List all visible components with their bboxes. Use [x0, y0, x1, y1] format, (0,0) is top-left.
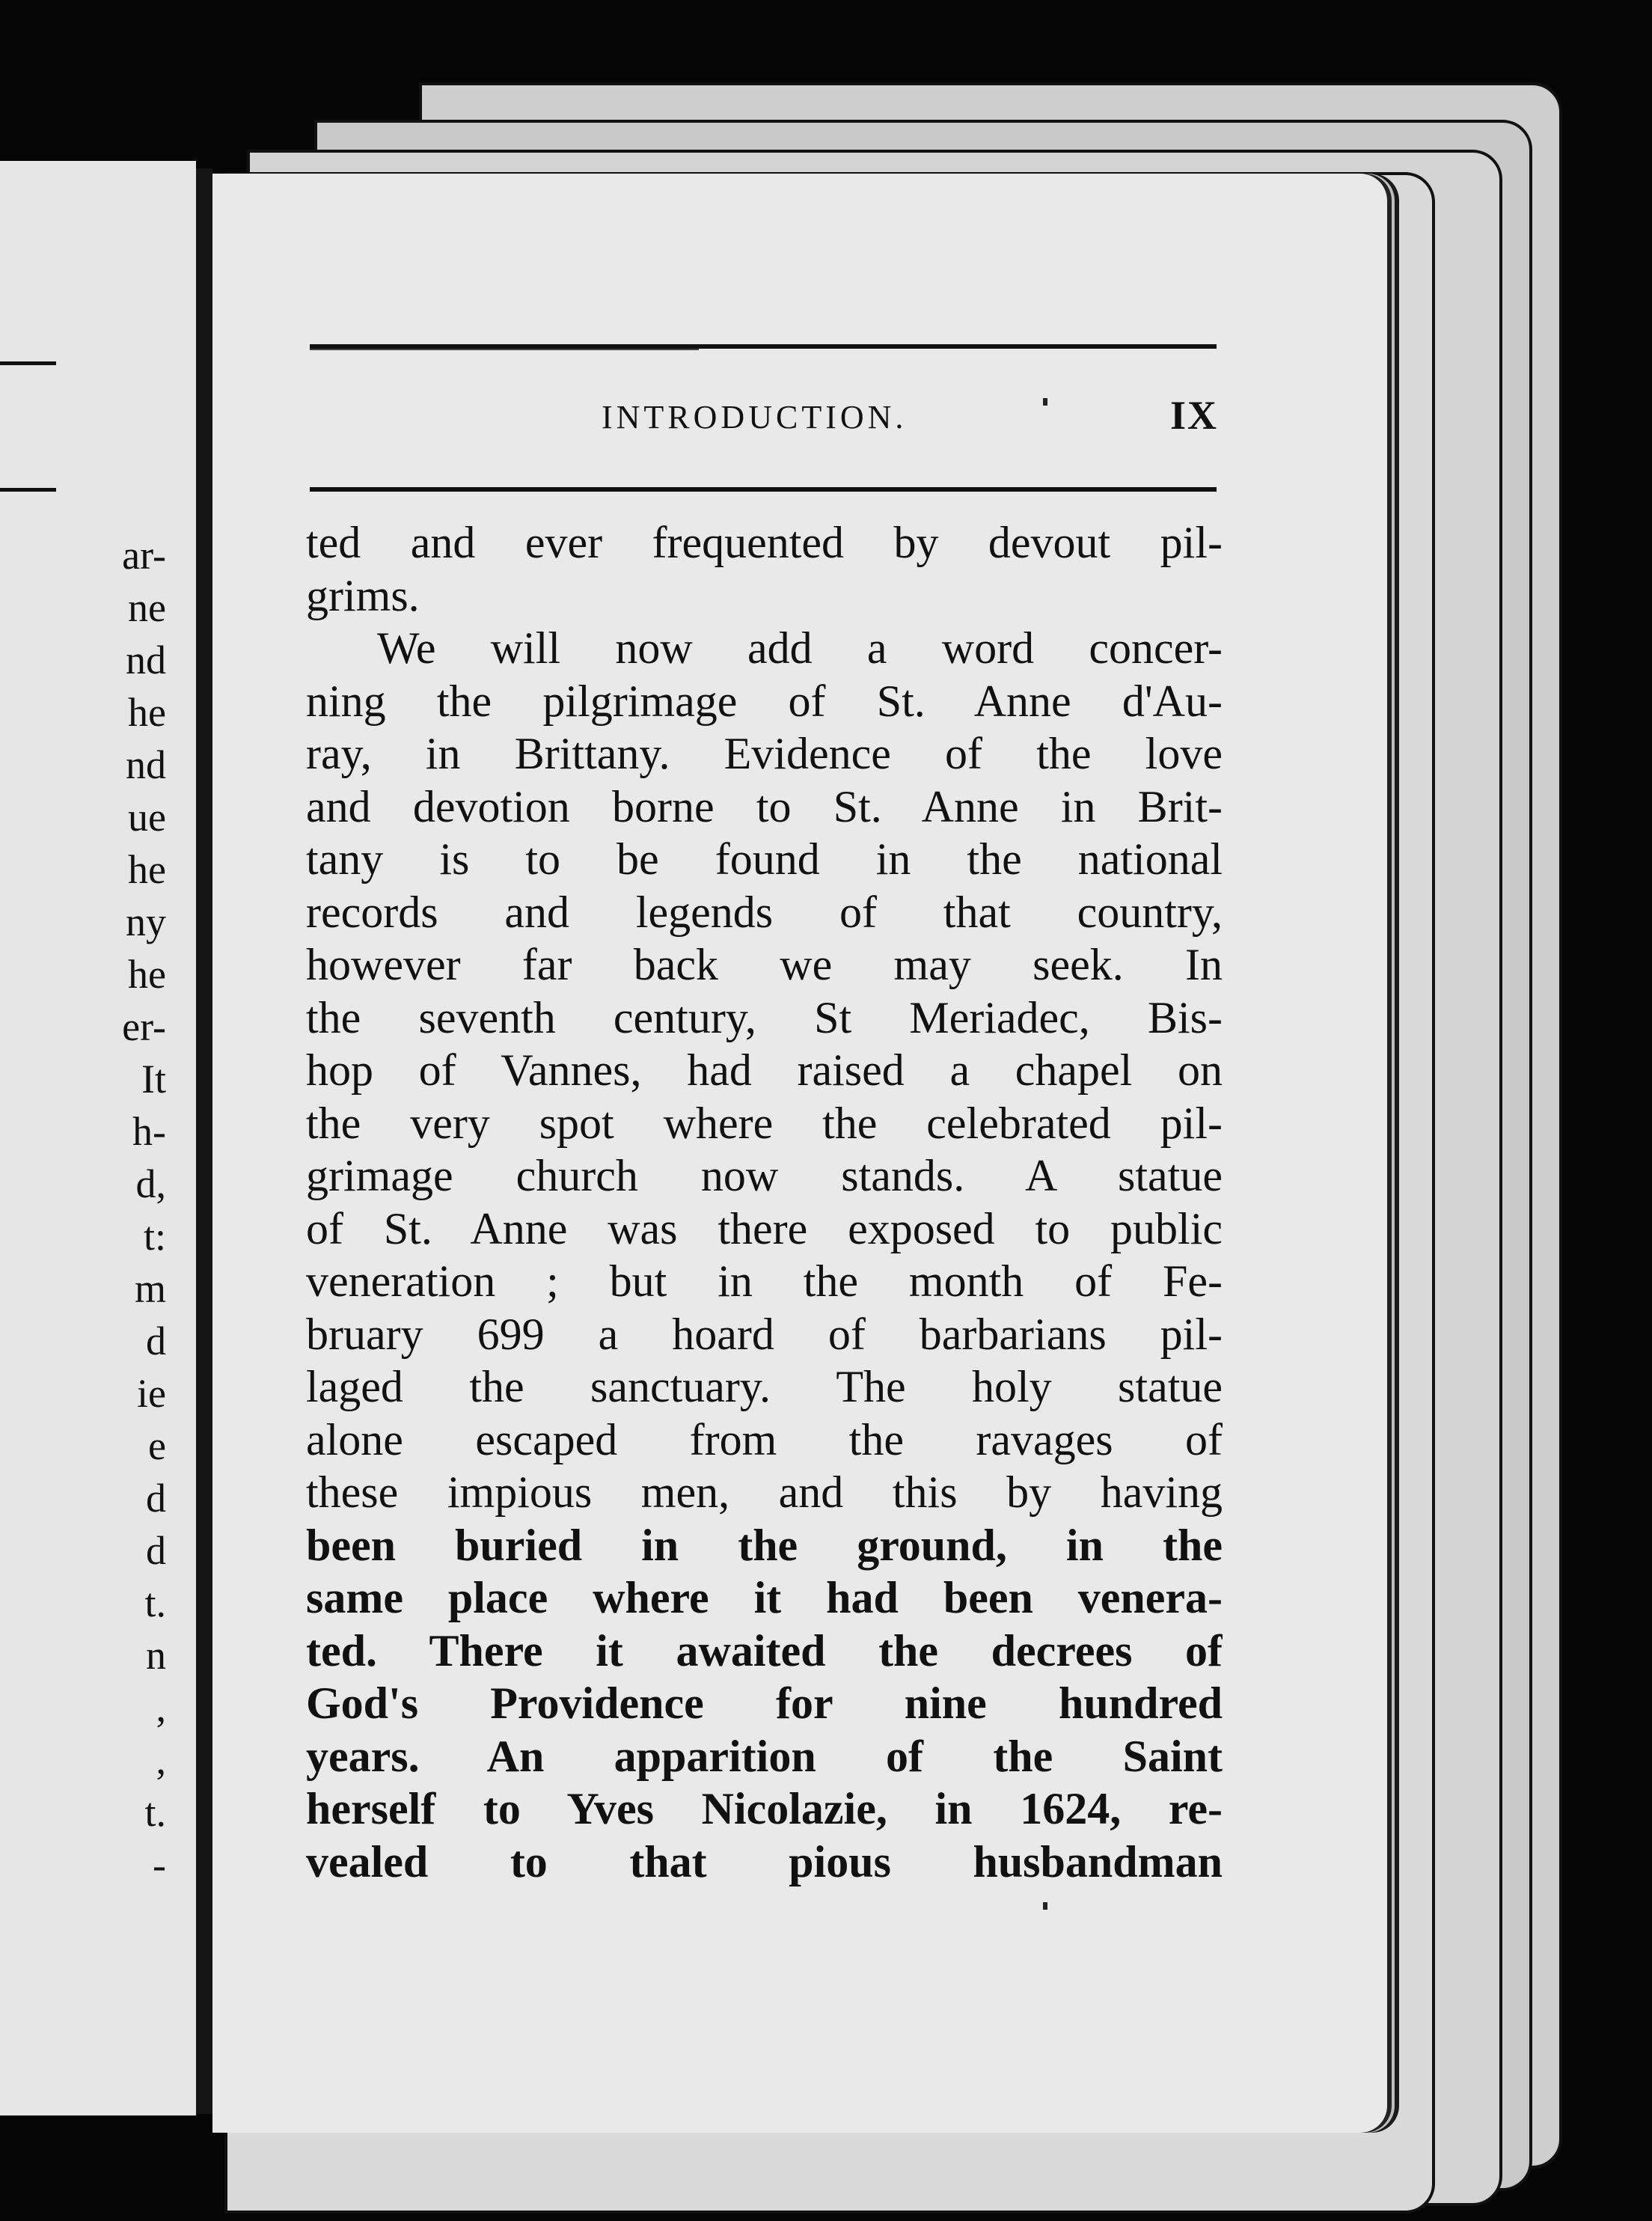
left-page-fragment: n	[146, 1633, 166, 1678]
left-page-fragment: ie	[137, 1371, 166, 1416]
header-rule-bottom	[310, 487, 1217, 492]
text-line: grimage church now stands. A statue	[306, 1151, 1223, 1200]
book-page	[212, 174, 1387, 2133]
text-line: ted. There it awaited the decrees of	[306, 1625, 1223, 1675]
left-page-fragment: nd	[126, 742, 166, 787]
text-line: these impious men, and this by having	[306, 1467, 1223, 1517]
running-head: INTRODUCTION.	[602, 399, 908, 436]
text-line: grims.	[306, 570, 420, 620]
text-line: God's Providence for nine hundred	[306, 1678, 1223, 1728]
text-line: and devotion borne to St. Anne in Brit-	[306, 781, 1223, 831]
text-line: tany is to be found in the national	[306, 834, 1223, 884]
text-line: hop of Vannes, had raised a chapel on	[306, 1045, 1223, 1095]
left-page-rule	[0, 488, 56, 492]
text-line: We will now add a word concer-	[377, 623, 1223, 673]
book-gutter	[196, 168, 212, 2114]
left-page-fragment: d	[146, 1528, 166, 1573]
text-line: ted and ever frequented by devout pil-	[306, 518, 1223, 567]
text-line: records and legends of that country,	[306, 887, 1223, 937]
left-page-fragment: d	[146, 1319, 166, 1363]
body-text	[306, 516, 1223, 1888]
left-page-fragment: t.	[144, 1790, 166, 1835]
left-page-fragment: d	[146, 1476, 166, 1521]
left-page-fragment: It	[141, 1057, 166, 1102]
text-line: vealed to that pious husbandman	[306, 1836, 1223, 1887]
left-page-fragment: ue	[128, 795, 166, 840]
left-page-fragment: e	[148, 1423, 166, 1468]
left-page-fragment: t.	[144, 1580, 166, 1625]
left-page-fragment: t:	[143, 1214, 166, 1259]
text-line: however far back we may seek. In	[306, 940, 1223, 989]
left-page-fragment: he	[128, 847, 166, 892]
left-facing-page	[0, 161, 196, 2115]
left-page-rule	[0, 361, 56, 365]
text-line: alone escaped from the ravages of	[306, 1414, 1223, 1464]
text-line: of St. Anne was there exposed to public	[306, 1203, 1223, 1253]
left-page-fragment: nd	[126, 638, 166, 682]
text-line: the seventh century, St Meriadec, Bis-	[306, 992, 1223, 1042]
print-speck	[1043, 1902, 1047, 1910]
text-line: years. An apparition of the Saint	[306, 1731, 1223, 1781]
left-page-fragment: ny	[126, 899, 166, 944]
left-page-fragment: he	[128, 952, 166, 997]
text-line: ray, in Brittany. Evidence of the love	[306, 729, 1223, 778]
text-line: herself to Yves Nicolazie, in 1624, re-	[306, 1784, 1223, 1833]
text-line: bruary 699 a hoard of barbarians pil-	[306, 1309, 1223, 1359]
left-page-fragment: -	[153, 1842, 166, 1887]
left-page-fragment: ar-	[122, 533, 166, 578]
text-line: been buried in the ground, in the	[306, 1520, 1223, 1570]
text-line: ning the pilgrimage of St. Anne d'Au-	[306, 676, 1223, 726]
print-speck	[1043, 398, 1047, 406]
left-page-fragment: h-	[132, 1109, 166, 1154]
text-line: laged the sanctuary. The holy statue	[306, 1362, 1223, 1411]
page-number: IX	[1170, 393, 1219, 438]
left-page-fragment: he	[128, 690, 166, 735]
left-page-fragment: d,	[135, 1161, 166, 1206]
header-rule-top-thin	[310, 349, 699, 350]
left-page-fragment: ne	[128, 585, 166, 630]
left-page-fragment: m	[134, 1266, 166, 1311]
text-line: veneration ; but in the month of Fe-	[306, 1256, 1223, 1306]
text-line: same place where it had been venera-	[306, 1573, 1223, 1622]
text-line: the very spot where the celebrated pil-	[306, 1098, 1223, 1148]
left-page-fragment: ,	[156, 1685, 166, 1730]
left-page-fragment: ,	[156, 1738, 166, 1782]
left-page-fragment: er-	[122, 1004, 166, 1049]
